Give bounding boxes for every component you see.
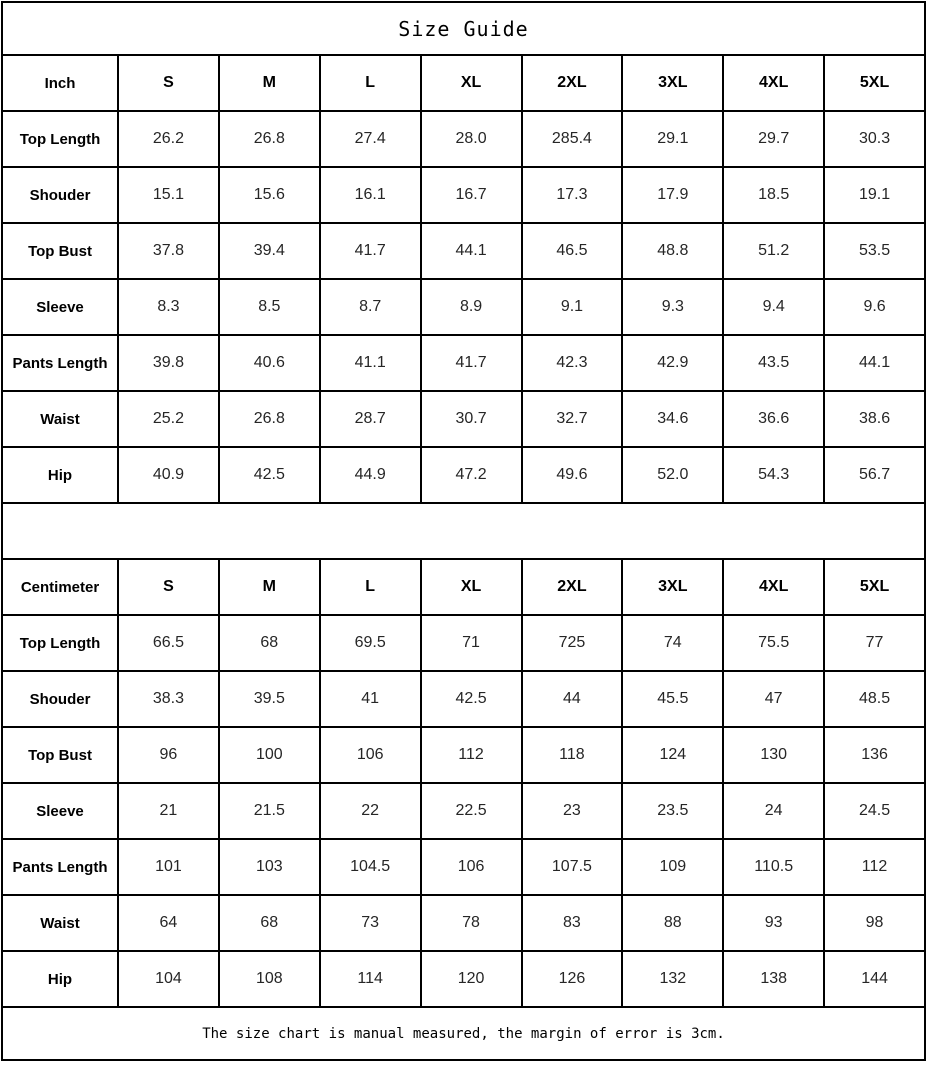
- measurement-cell: 101: [118, 839, 219, 895]
- measurement-cell: 16.1: [320, 167, 421, 223]
- measurement-cell: 16.7: [421, 167, 522, 223]
- measurement-cell: 39.4: [219, 223, 320, 279]
- row-label-top-bust: Top Bust: [2, 727, 118, 783]
- measurement-cell: 725: [522, 615, 623, 671]
- measurement-cell: 112: [824, 839, 925, 895]
- size-header-4xl: 4XL: [723, 55, 824, 111]
- measurement-cell: 44.9: [320, 447, 421, 503]
- measurement-cell: 100: [219, 727, 320, 783]
- measurement-cell: 9.4: [723, 279, 824, 335]
- title-row: [2, 2, 925, 55]
- measurement-cell: 38.3: [118, 671, 219, 727]
- measurement-cell: 46.5: [522, 223, 623, 279]
- measurement-cell: 42.5: [219, 447, 320, 503]
- measurement-row-top-bust: [2, 727, 925, 783]
- measurement-cell: 26.8: [219, 391, 320, 447]
- measurement-cell: 8.9: [421, 279, 522, 335]
- unit-header-centimeter: Centimeter: [2, 559, 118, 615]
- measurement-cell: 49.6: [522, 447, 623, 503]
- row-label-waist: Waist: [2, 895, 118, 951]
- measurement-row-hip: [2, 951, 925, 1007]
- size-header-l: L: [320, 559, 421, 615]
- measurement-cell: 53.5: [824, 223, 925, 279]
- measurement-cell: 29.7: [723, 111, 824, 167]
- measurement-cell: 29.1: [622, 111, 723, 167]
- measurement-cell: 48.8: [622, 223, 723, 279]
- measurement-cell: 107.5: [522, 839, 623, 895]
- row-label-shouder: Shouder: [2, 671, 118, 727]
- size-header-3xl: 3XL: [622, 559, 723, 615]
- measurement-cell: 30.7: [421, 391, 522, 447]
- measurement-cell: 96: [118, 727, 219, 783]
- measurement-cell: 48.5: [824, 671, 925, 727]
- measurement-cell: 118: [522, 727, 623, 783]
- measurement-cell: 68: [219, 895, 320, 951]
- measurement-cell: 44.1: [421, 223, 522, 279]
- measurement-cell: 15.1: [118, 167, 219, 223]
- measurement-cell: 22.5: [421, 783, 522, 839]
- measurement-cell: 66.5: [118, 615, 219, 671]
- measurement-cell: 110.5: [723, 839, 824, 895]
- measurement-row-hip: [2, 447, 925, 503]
- row-label-top-length: Top Length: [2, 111, 118, 167]
- measurement-row-sleeve: [2, 783, 925, 839]
- measurement-cell: 9.3: [622, 279, 723, 335]
- size-header-l: L: [320, 55, 421, 111]
- measurement-cell: 24.5: [824, 783, 925, 839]
- measurement-cell: 52.0: [622, 447, 723, 503]
- measurement-cell: 30.3: [824, 111, 925, 167]
- measurement-cell: 8.7: [320, 279, 421, 335]
- measurement-cell: 15.6: [219, 167, 320, 223]
- size-header-3xl: 3XL: [622, 55, 723, 111]
- measurement-cell: 28.7: [320, 391, 421, 447]
- measurement-cell: 77: [824, 615, 925, 671]
- measurement-cell: 45.5: [622, 671, 723, 727]
- table-gap: [2, 503, 925, 559]
- measurement-cell: 21: [118, 783, 219, 839]
- row-label-sleeve: Sleeve: [2, 783, 118, 839]
- measurement-cell: 44.1: [824, 335, 925, 391]
- measurement-row-top-length: [2, 615, 925, 671]
- measurement-cell: 112: [421, 727, 522, 783]
- measurement-cell: 109: [622, 839, 723, 895]
- measurement-row-sleeve: [2, 279, 925, 335]
- size-header-xl: XL: [421, 559, 522, 615]
- measurement-cell: 138: [723, 951, 824, 1007]
- measurement-cell: 285.4: [522, 111, 623, 167]
- measurement-cell: 56.7: [824, 447, 925, 503]
- size-header-xl: XL: [421, 55, 522, 111]
- row-label-pants-length: Pants Length: [2, 335, 118, 391]
- measurement-cell: 43.5: [723, 335, 824, 391]
- measurement-cell: 19.1: [824, 167, 925, 223]
- measurement-cell: 17.9: [622, 167, 723, 223]
- row-label-sleeve: Sleeve: [2, 279, 118, 335]
- measurement-cell: 120: [421, 951, 522, 1007]
- row-label-hip: Hip: [2, 951, 118, 1007]
- measurement-cell: 21.5: [219, 783, 320, 839]
- measurement-cell: 73: [320, 895, 421, 951]
- size-header-s: S: [118, 559, 219, 615]
- size-header-m: M: [219, 559, 320, 615]
- measurement-cell: 26.2: [118, 111, 219, 167]
- measurement-cell: 44: [522, 671, 623, 727]
- row-label-pants-length: Pants Length: [2, 839, 118, 895]
- measurement-row-top-length: [2, 111, 925, 167]
- measurement-cell: 51.2: [723, 223, 824, 279]
- measurement-cell: 9.1: [522, 279, 623, 335]
- measurement-cell: 132: [622, 951, 723, 1007]
- measurement-cell: 24: [723, 783, 824, 839]
- measurement-row-shouder: [2, 671, 925, 727]
- size-header-4xl: 4XL: [723, 559, 824, 615]
- size-guide-title: Size Guide: [2, 2, 925, 55]
- measurement-cell: 41.1: [320, 335, 421, 391]
- measurement-cell: 42.5: [421, 671, 522, 727]
- measurement-row-pants-length: [2, 335, 925, 391]
- measurement-row-top-bust: [2, 223, 925, 279]
- measurement-cell: 104.5: [320, 839, 421, 895]
- measurement-cell: 47: [723, 671, 824, 727]
- measurement-cell: 108: [219, 951, 320, 1007]
- measurement-cell: 88: [622, 895, 723, 951]
- measurement-cell: 103: [219, 839, 320, 895]
- measurement-cell: 8.3: [118, 279, 219, 335]
- measurement-cell: 38.6: [824, 391, 925, 447]
- measurement-cell: 104: [118, 951, 219, 1007]
- measurement-cell: 98: [824, 895, 925, 951]
- footer-row: [2, 1007, 925, 1060]
- measurement-cell: 22: [320, 783, 421, 839]
- size-header-5xl: 5XL: [824, 55, 925, 111]
- measurement-cell: 40.9: [118, 447, 219, 503]
- measurement-cell: 18.5: [723, 167, 824, 223]
- measurement-cell: 47.2: [421, 447, 522, 503]
- measurement-cell: 32.7: [522, 391, 623, 447]
- measurement-row-shouder: [2, 167, 925, 223]
- size-header-m: M: [219, 55, 320, 111]
- measurement-cell: 25.2: [118, 391, 219, 447]
- measurement-cell: 126: [522, 951, 623, 1007]
- measurement-cell: 27.4: [320, 111, 421, 167]
- measurement-cell: 42.9: [622, 335, 723, 391]
- measurement-cell: 40.6: [219, 335, 320, 391]
- measurement-cell: 9.6: [824, 279, 925, 335]
- measurement-cell: 8.5: [219, 279, 320, 335]
- size-header-5xl: 5XL: [824, 559, 925, 615]
- size-header-row-inch: [2, 55, 925, 111]
- measurement-cell: 41.7: [421, 335, 522, 391]
- size-header-2xl: 2XL: [522, 55, 623, 111]
- measurement-cell: 124: [622, 727, 723, 783]
- table-gap-row: [2, 503, 925, 559]
- measurement-row-pants-length: [2, 839, 925, 895]
- measurement-cell: 71: [421, 615, 522, 671]
- row-label-top-bust: Top Bust: [2, 223, 118, 279]
- row-label-hip: Hip: [2, 447, 118, 503]
- measurement-cell: 144: [824, 951, 925, 1007]
- measurement-cell: 39.8: [118, 335, 219, 391]
- measurement-cell: 74: [622, 615, 723, 671]
- measurement-cell: 36.6: [723, 391, 824, 447]
- measurement-cell: 37.8: [118, 223, 219, 279]
- measurement-cell: 64: [118, 895, 219, 951]
- footer-note: The size chart is manual measured, the margin of error is 3cm.: [2, 1007, 925, 1060]
- measurement-cell: 34.6: [622, 391, 723, 447]
- size-header-row-centimeter: [2, 559, 925, 615]
- measurement-cell: 23.5: [622, 783, 723, 839]
- measurement-cell: 54.3: [723, 447, 824, 503]
- measurement-cell: 23: [522, 783, 623, 839]
- measurement-cell: 130: [723, 727, 824, 783]
- measurement-cell: 69.5: [320, 615, 421, 671]
- row-label-waist: Waist: [2, 391, 118, 447]
- measurement-cell: 42.3: [522, 335, 623, 391]
- measurement-cell: 17.3: [522, 167, 623, 223]
- measurement-cell: 78: [421, 895, 522, 951]
- measurement-cell: 83: [522, 895, 623, 951]
- measurement-row-waist: [2, 895, 925, 951]
- size-header-s: S: [118, 55, 219, 111]
- measurement-cell: 106: [421, 839, 522, 895]
- measurement-cell: 75.5: [723, 615, 824, 671]
- measurement-cell: 114: [320, 951, 421, 1007]
- measurement-cell: 93: [723, 895, 824, 951]
- row-label-shouder: Shouder: [2, 167, 118, 223]
- row-label-top-length: Top Length: [2, 615, 118, 671]
- size-guide-table: [1, 1, 926, 1061]
- size-header-2xl: 2XL: [522, 559, 623, 615]
- measurement-cell: 28.0: [421, 111, 522, 167]
- measurement-cell: 136: [824, 727, 925, 783]
- measurement-cell: 106: [320, 727, 421, 783]
- measurement-cell: 68: [219, 615, 320, 671]
- measurement-row-waist: [2, 391, 925, 447]
- measurement-cell: 39.5: [219, 671, 320, 727]
- measurement-cell: 26.8: [219, 111, 320, 167]
- unit-header-inch: Inch: [2, 55, 118, 111]
- measurement-cell: 41.7: [320, 223, 421, 279]
- measurement-cell: 41: [320, 671, 421, 727]
